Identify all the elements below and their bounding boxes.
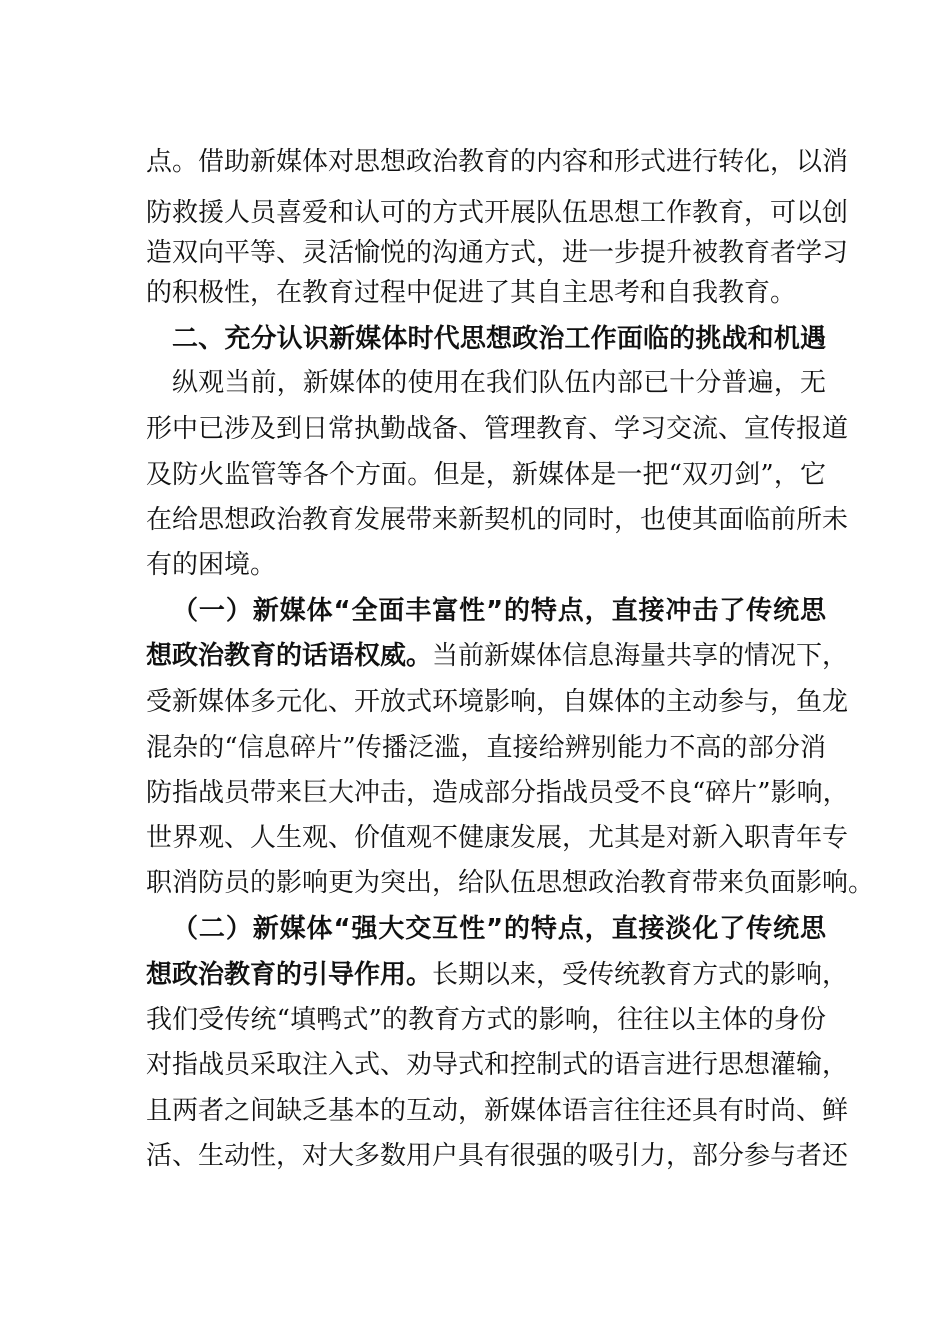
subsection-heading: （一）新媒体“全面丰富性”的特点，直接冲击了传统思	[172, 596, 826, 626]
body-text-fragment: 当前新媒体信息海量共享的情况下，	[432, 641, 849, 671]
body-text-line: 防救援人员喜爱和认可的方式开展队伍思想工作教育，可以创	[146, 198, 849, 228]
body-text-line: 且两者之间缺乏基本的互动，新媒体语言往往还具有时尚、鲜	[146, 1096, 849, 1126]
subsection-heading-continued: 想政治教育的话语权威。	[146, 641, 433, 671]
body-text-line: 纵观当前，新媒体的使用在我们队伍内部已十分普遍，无	[172, 368, 826, 398]
body-text-line: 点。借助新媒体对思想政治教育的内容和形式进行转化，以消	[146, 147, 849, 177]
body-text-line: 受新媒体多元化、开放式环境影响，自媒体的主动参与，鱼龙	[146, 687, 849, 717]
subsection-heading: （二）新媒体“强大交互性”的特点，直接淡化了传统思	[172, 914, 826, 944]
section-heading: 二、充分认识新媒体时代思想政治工作面临的挑战和机遇	[172, 324, 826, 354]
body-text-line: 对指战员采取注入式、劝导式和控制式的语言进行思想灌输，	[146, 1050, 849, 1080]
body-text-line: 职消防员的影响更为突出，给队伍思想政治教育带来负面影响。	[146, 868, 875, 898]
body-text-line: 混杂的“信息碎片”传播泛滥，直接给辨别能力不高的部分消	[146, 733, 826, 763]
body-text-line: 的积极性，在教育过程中促进了其自主思考和自我教育。	[146, 278, 797, 308]
subsection-lead-line	[172, 909, 826, 949]
body-text-line: 造双向平等、灵活愉悦的沟通方式，进一步提升被教育者学习	[146, 238, 849, 268]
subsection-lead-line	[172, 591, 826, 631]
body-text-line: 世界观、人生观、价值观不健康发展，尤其是对新入职青年专	[146, 823, 849, 853]
body-text-line: 形中已涉及到日常执勤战备、管理教育、学习交流、宣传报道	[146, 414, 849, 444]
body-text-line: 有的困境。	[146, 550, 277, 580]
subsection-text-line	[146, 955, 849, 995]
subsection-heading-continued: 想政治教育的引导作用。	[146, 960, 433, 990]
body-text-line: 防指战员带来巨大冲击，造成部分指战员受不良“碎片”影响，	[146, 778, 849, 808]
body-text-fragment: 长期以来，受传统教育方式的影响，	[432, 960, 849, 990]
body-text-line: 活、生动性，对大多数用户具有很强的吸引力，部分参与者还	[146, 1141, 849, 1171]
body-text-line: 及防火监管等各个方面。但是，新媒体是一把“双刃剑”，它	[146, 460, 826, 490]
subsection-text-line	[146, 636, 849, 676]
body-text-line: 在给思想政治教育发展带来新契机的同时，也使其面临前所未	[146, 505, 849, 535]
body-text-line: 我们受传统“填鸭式”的教育方式的影响，往往以主体的身份	[146, 1005, 826, 1035]
